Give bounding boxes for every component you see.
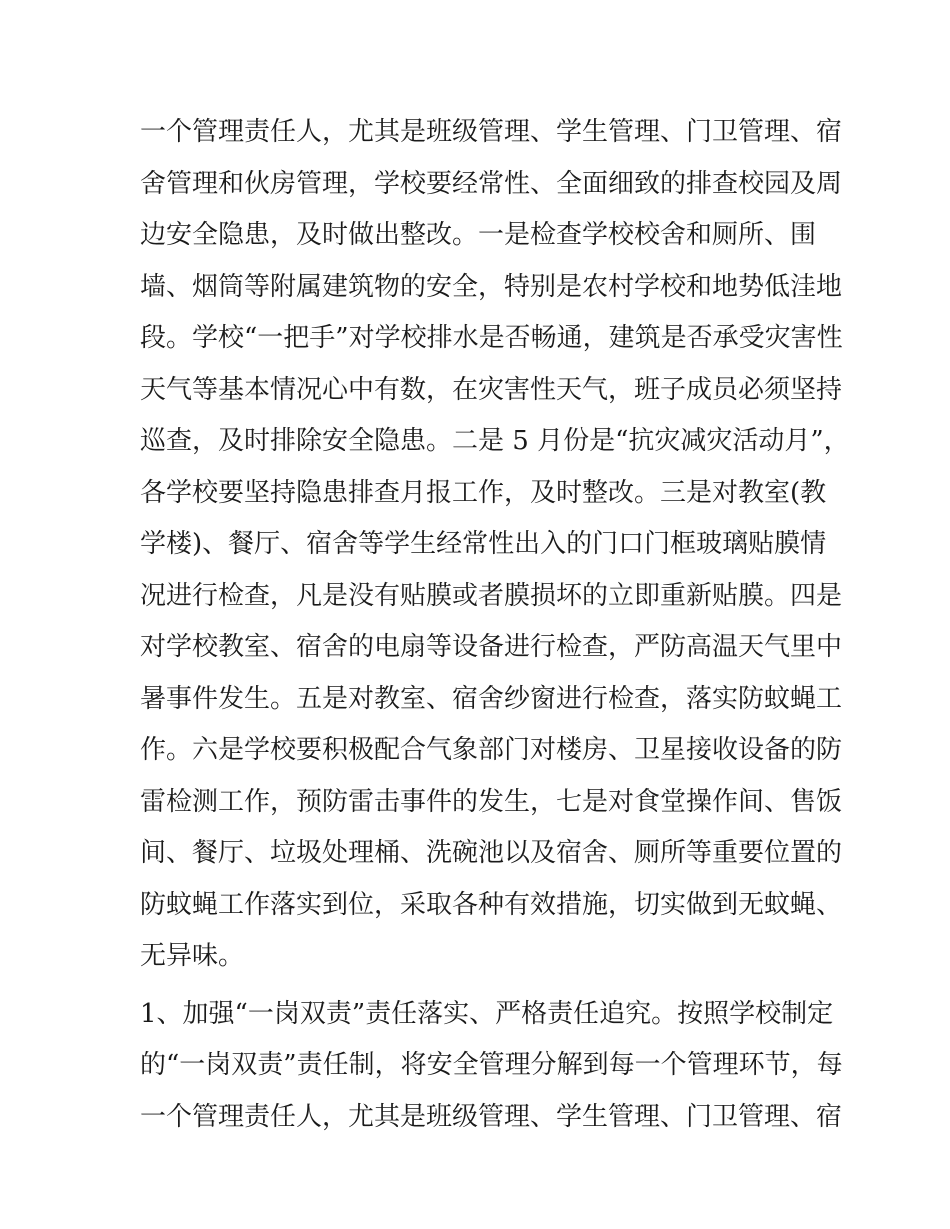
paragraph bbox=[140, 107, 850, 983]
text-line: 天气等基本情况心中有数，在灾害性天气，班子成员必须坚持 bbox=[140, 374, 843, 405]
text-line: 况进行检查，凡是没有贴膜或者膜损坏的立即重新贴膜。四是 bbox=[140, 580, 843, 611]
text-line: 一个管理责任人，尤其是班级管理、学生管理、门卫管理、宿 bbox=[140, 1101, 843, 1132]
paragraph bbox=[140, 989, 843, 1144]
text-line: 对学校教室、宿舍的电扇等设备进行检查，严防高温天气里中 bbox=[140, 632, 843, 662]
document-body bbox=[140, 107, 850, 1143]
text-line: 边安全隐患，及时做出整改。一是检查学校校舍和厕所、围 bbox=[140, 220, 817, 250]
text-line: 作。六是学校要积极配合气象部门对楼房、卫星接收设备的防 bbox=[140, 735, 843, 765]
text-line: 一个管理责任人，尤其是班级管理、学生管理、门卫管理、宿 bbox=[140, 117, 843, 147]
text-line: 学楼)、餐厅、宿舍等学生经常性出入的门口门框玻璃贴膜情 bbox=[140, 529, 827, 559]
text-line: 间、餐厅、垃圾处理桶、洗碗池以及宿舍、厕所等重要位置的 bbox=[140, 838, 843, 868]
text-line: 舍管理和伙房管理，学校要经常性、全面细致的排查校园及周 bbox=[140, 168, 843, 199]
text-line: 防蚊蝇工作落实到位，采取各种有效措施，切实做到无蚊蝇、 bbox=[140, 889, 843, 920]
text-line: 墙、烟筒等附属建筑物的安全，特别是农村学校和地势低洼地 bbox=[140, 271, 843, 302]
text-line: 雷检测工作，预防雷击事件的发生，七是对食堂操作间、售饭 bbox=[140, 786, 843, 817]
text-line: 无异味。 bbox=[140, 941, 245, 971]
text-line: 各学校要坚持隐患排查月报工作，及时整改。三是对教室(教 bbox=[140, 477, 827, 508]
text-line: 1、加强“一岗双责”责任落实、严格责任追究。按照学校制定 bbox=[140, 998, 834, 1029]
text-line: 段。学校“一把手”对学校排水是否畅通，建筑是否承受灾害性 bbox=[140, 323, 843, 353]
text-line: 的“一岗双责”责任制，将安全管理分解到每一个管理环节，每 bbox=[140, 1050, 843, 1080]
text-line: 暑事件发生。五是对教室、宿舍纱窗进行检查，落实防蚊蝇工 bbox=[140, 683, 843, 714]
text-line: 巡查，及时排除安全隐患。二是 5 月份是“抗灾减灾活动月”， bbox=[140, 426, 850, 456]
